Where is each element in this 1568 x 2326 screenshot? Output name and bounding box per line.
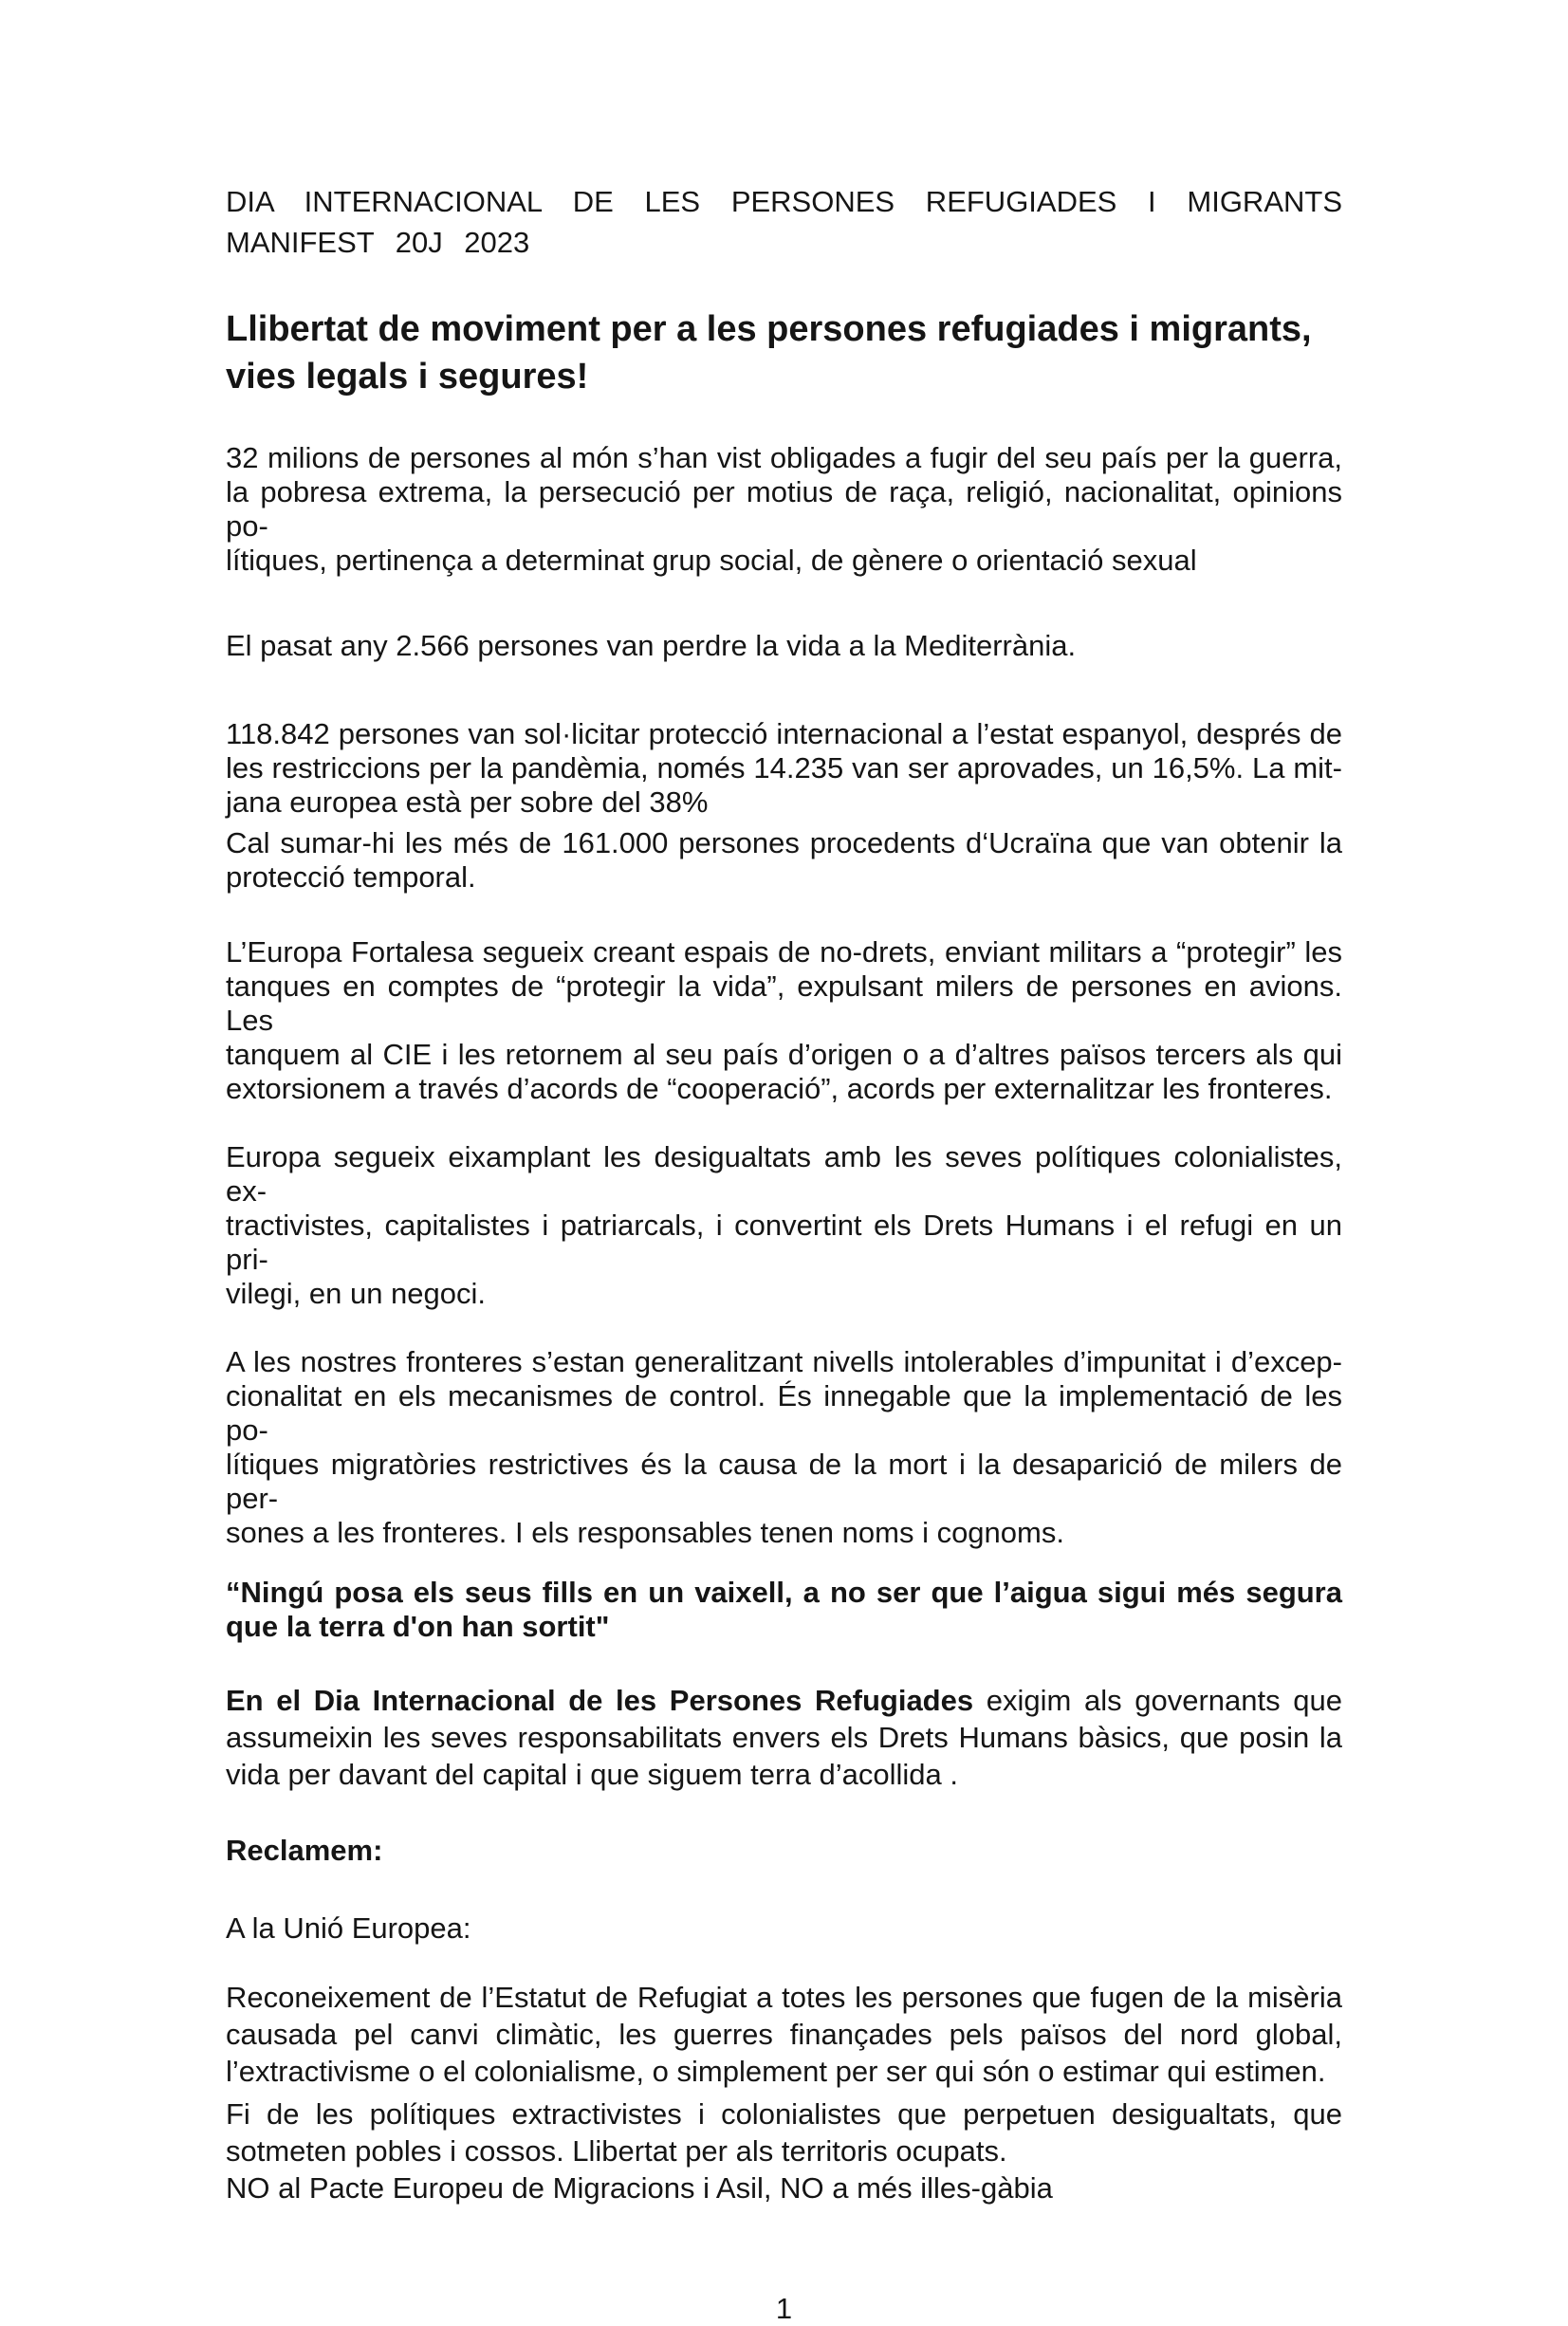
heading-line: Reclamem: [226, 1834, 383, 1867]
text-line: vida per davant del capital i que siguem terra d’acollida . [226, 1758, 959, 1791]
paragraph-demand-intro [226, 1682, 1342, 1793]
text-line: jana europea està per sobre del 38% [226, 785, 709, 819]
text-line: protecció temporal. [226, 860, 476, 894]
regular-text: exigim als governants que [973, 1684, 1343, 1717]
quote-line: que la terra d'on han sortit" [226, 1610, 610, 1643]
text-line: tanquem al CIE i les retornem al seu país d’origen o a d’altres països tercers als qui [226, 1038, 1342, 1071]
page-number-text: 1 [775, 2292, 793, 2325]
text-line: lítiques, pertinença a determinat grup social, de gènere o orientació sexual [226, 544, 1197, 577]
text-line: causada pel canvi climàtic, les guerres finançades pels països del nord global, [226, 2018, 1342, 2051]
text-line: la pobresa extrema, la persecució per motius de raça, religió, nacionalitat, opinions po- [226, 475, 1342, 543]
paragraph-quote [226, 1576, 1342, 1644]
text-line: Reconeixement de l’Estatut de Refugiat a totes les persones que fugen de la misèria [226, 1981, 1342, 2014]
kicker-line: DIA INTERNACIONAL DE LES PERSONES REFUGIADES I MIGRANTS [226, 185, 1342, 218]
text-line: Europa segueix eixamplant les desigualtats amb les seves polítiques colonialistes, ex- [226, 1140, 1342, 1208]
paragraph-inequality [226, 1140, 1342, 1311]
paragraph-eu-demand-no-pact [226, 2169, 1342, 2206]
text-line: L’Europa Fortalesa segueix creant espais de no-drets, enviant militars a “protegir” les [226, 935, 1342, 969]
heading-line: A la Unió Europea: [226, 1911, 471, 1945]
text-line: lítiques migratòries restrictives és la causa de la mort i la desaparició de milers de per- [226, 1448, 1342, 1515]
text-line: sones a les fronteres. I els responsables tenen noms i cognoms. [226, 1516, 1064, 1549]
text-line: Cal sumar-hi les més de 161.000 persones procedents d‘Ucraïna que van obtenir la [226, 826, 1342, 859]
title-line: Llibertat de moviment per a les persones refugiades i migrants, [226, 309, 1312, 349]
paragraph-asylum-stats [226, 717, 1342, 820]
text-line: 118.842 persones van sol·licitar protecció internacional a l’estat espanyol, després de [226, 717, 1342, 750]
text-line: l’extractivisme o el colonialisme, o simplement per ser qui són o estimar qui estimen. [226, 2055, 1326, 2088]
text-line: les restriccions per la pandèmia, només 14.235 van ser aprovades, un 16,5%. La mit- [226, 751, 1342, 785]
paragraph-eu-demand-recognition [226, 1979, 1342, 2090]
page-number [226, 2292, 1342, 2326]
paragraph-intro-stats [226, 441, 1342, 578]
text-line [226, 1682, 1342, 1719]
heading-reclamem [226, 1834, 1342, 1868]
heading-eu [226, 1911, 1342, 1946]
text-line: NO al Pacte Europeu de Migracions i Asil, NO a més illes-gàbia [226, 2171, 1053, 2205]
text-line: cionalitat en els mecanismes de control. És innegable que la implementació de les po- [226, 1379, 1342, 1447]
paragraph-eu-demand-end-policies [226, 2095, 1342, 2169]
text-line: tanques en comptes de “protegir la vida”, expulsant milers de persones en avions. Les [226, 969, 1342, 1037]
bold-lead-text: En el Dia Internacional de les Persones Refugiades [226, 1684, 974, 1717]
paragraph-ukraine [226, 826, 1342, 895]
text-line: vilegi, en un negoci. [226, 1277, 487, 1310]
paragraph-borders-impunity [226, 1345, 1342, 1550]
paragraph-fortress-europe [226, 935, 1342, 1106]
text-line: A les nostres fronteres s’estan generalitzant nivells intolerables d’impunitat i d’excep- [226, 1345, 1342, 1378]
text-line: 32 milions de persones al món s’han vist obligades a fugir del seu país per la guerra, [226, 441, 1342, 474]
text-line: extorsionem a través d’acords de “cooperació”, acords per externalitzar les fronteres. [226, 1072, 1333, 1105]
text-line: sotmeten pobles i cossos. Llibertat per als territoris ocupats. [226, 2134, 1007, 2168]
page-title [226, 305, 1342, 400]
text-line: Fi de les polítiques extractivistes i colonialistes que perpetuen desigualtats, que [226, 2097, 1342, 2131]
paragraph-mediterranean [226, 629, 1342, 663]
kicker-line: MANIFEST 20J 2023 [226, 226, 530, 259]
document-content [226, 0, 1342, 2326]
text-line: assumeixin les seves responsabilitats envers els Drets Humans bàsics, que posin la [226, 1721, 1342, 1754]
text-line: El pasat any 2.566 persones van perdre la vida a la Mediterrània. [226, 629, 1077, 662]
document-kicker [226, 181, 1342, 263]
quote-line: “Ningú posa els seus fills en un vaixell, a no ser que l’aigua sigui més segura [226, 1576, 1342, 1609]
text-line: tractivistes, capitalistes i patriarcals, i convertint els Drets Humans i el refugi en un pri- [226, 1209, 1342, 1276]
title-line: vies legals i segures! [226, 357, 589, 397]
